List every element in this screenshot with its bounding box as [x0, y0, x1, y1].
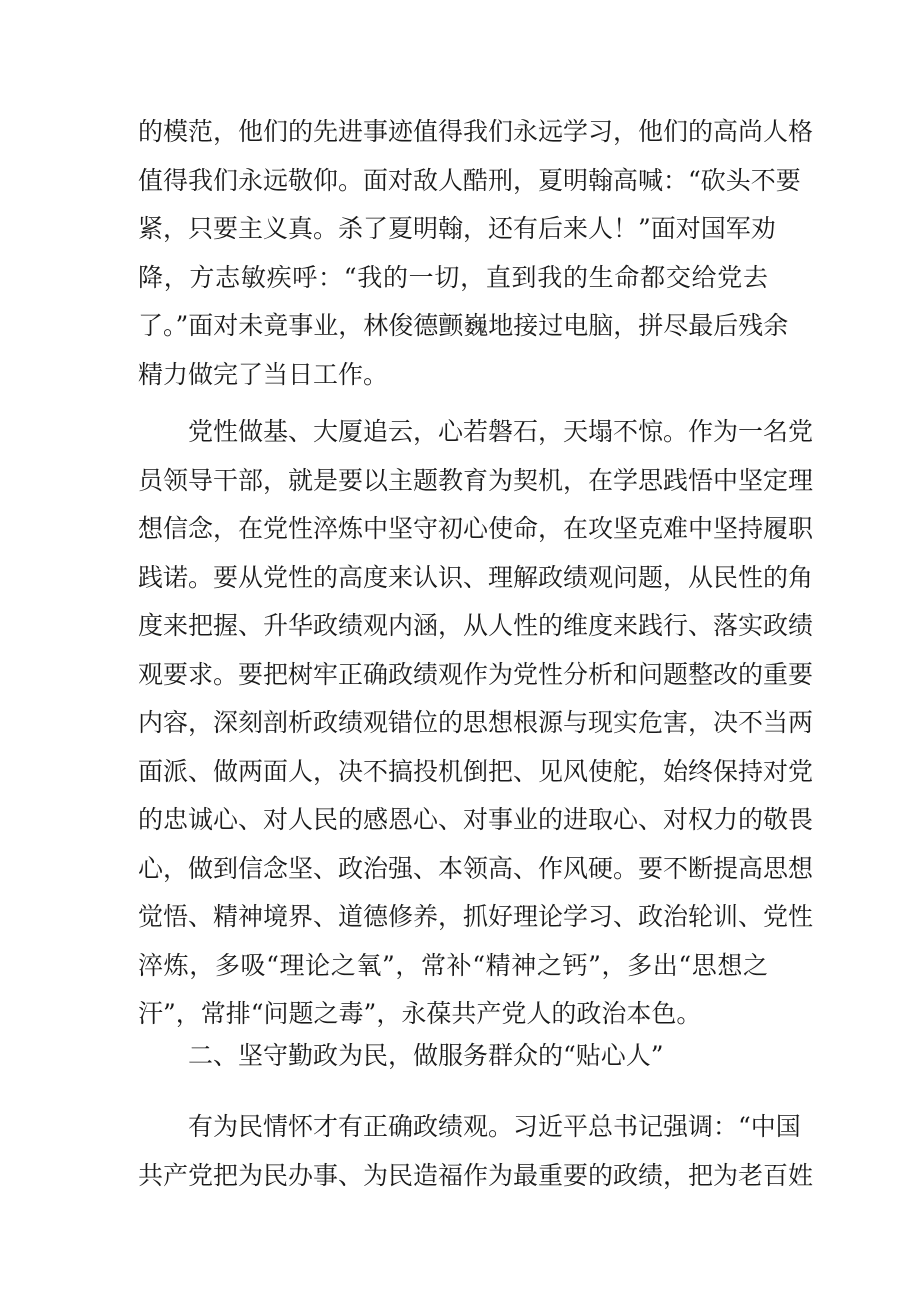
- paragraph-1-line: 精力做完了当日工作。: [138, 359, 389, 389]
- paragraph-3-line: 共产党把为民办事、为民造福作为最重要的政绩，把为老百姓: [138, 1160, 814, 1190]
- paragraph-2-line: 的忠诚心、对人民的感恩心、对事业的进取心、对权力的敬畏: [138, 805, 814, 834]
- paragraph-2: [138, 408, 814, 1039]
- paragraph-2-line: 内容，深刻剖析政绩观错位的思想根源与现实危害，决不当两: [138, 708, 814, 737]
- paragraph-1: [138, 108, 814, 399]
- paragraph-2-line: 觉悟、精神境界、道德修养，抓好理论学习、政治轮训、党性: [138, 902, 814, 931]
- paragraph-2-line: 度来把握、升华政绩观内涵，从人性的维度来践行、落实政绩: [138, 611, 814, 640]
- section-heading: [138, 1032, 768, 1081]
- paragraph-2-line: 汗”，常排“问题之毒”，永葆共产党人的政治本色。: [138, 999, 702, 1028]
- paragraph-2-line: 党性做基、大厦追云，心若磐石，天塌不惊。作为一名党: [188, 417, 814, 446]
- paragraph-2-line: 淬炼，多吸“理论之氧”，常补“精神之钙”，多出“思想之: [138, 950, 768, 980]
- paragraph-2-line: 面派、做两面人，决不搞投机倒把、见风使舵，始终保持对党: [138, 756, 814, 786]
- paragraph-2-line: 心，做到信念坚、政治强、本领高、作风硬。要不断提高思想: [138, 853, 814, 883]
- paragraph-1-line: 紧，只要主义真。杀了夏明翰，还有后来人！”面对国军劝: [138, 214, 776, 243]
- paragraph-3-line: 有为民情怀才有正确政绩观。习近平总书记强调：“中国: [188, 1112, 801, 1141]
- paragraph-2-line: 想信念，在党性淬炼中坚守初心使命，在攻坚克难中坚持履职: [138, 514, 814, 543]
- paragraph-3: [138, 1103, 814, 1200]
- section-heading-text: 二、坚守勤政为民，做服务群众的“贴心人”: [188, 1041, 664, 1070]
- paragraph-1-line: 值得我们永远敬仰。面对敌人酷刑，夏明翰高喊：“砍头不要: [138, 165, 801, 195]
- paragraph-2-line: 员领导干部，就是要以主题教育为契机，在学思践悟中坚定理: [138, 465, 814, 495]
- paragraph-2-line: 观要求。要把树牢正确政绩观作为党性分析和问题整改的重要: [138, 659, 814, 689]
- paragraph-1-line: 的模范，他们的先进事迹值得我们永远学习，他们的高尚人格: [138, 117, 814, 146]
- paragraph-1-line: 降，方志敏疾呼：“我的一切，直到我的生命都交给党去: [138, 262, 768, 292]
- paragraph-2-line: 践诺。要从党性的高度来认识、理解政绩观问题，从民性的角: [138, 562, 814, 592]
- paragraph-1-line: 了。”面对未竟事业，林俊德颤巍地接过电脑，拼尽最后残余: [138, 311, 789, 340]
